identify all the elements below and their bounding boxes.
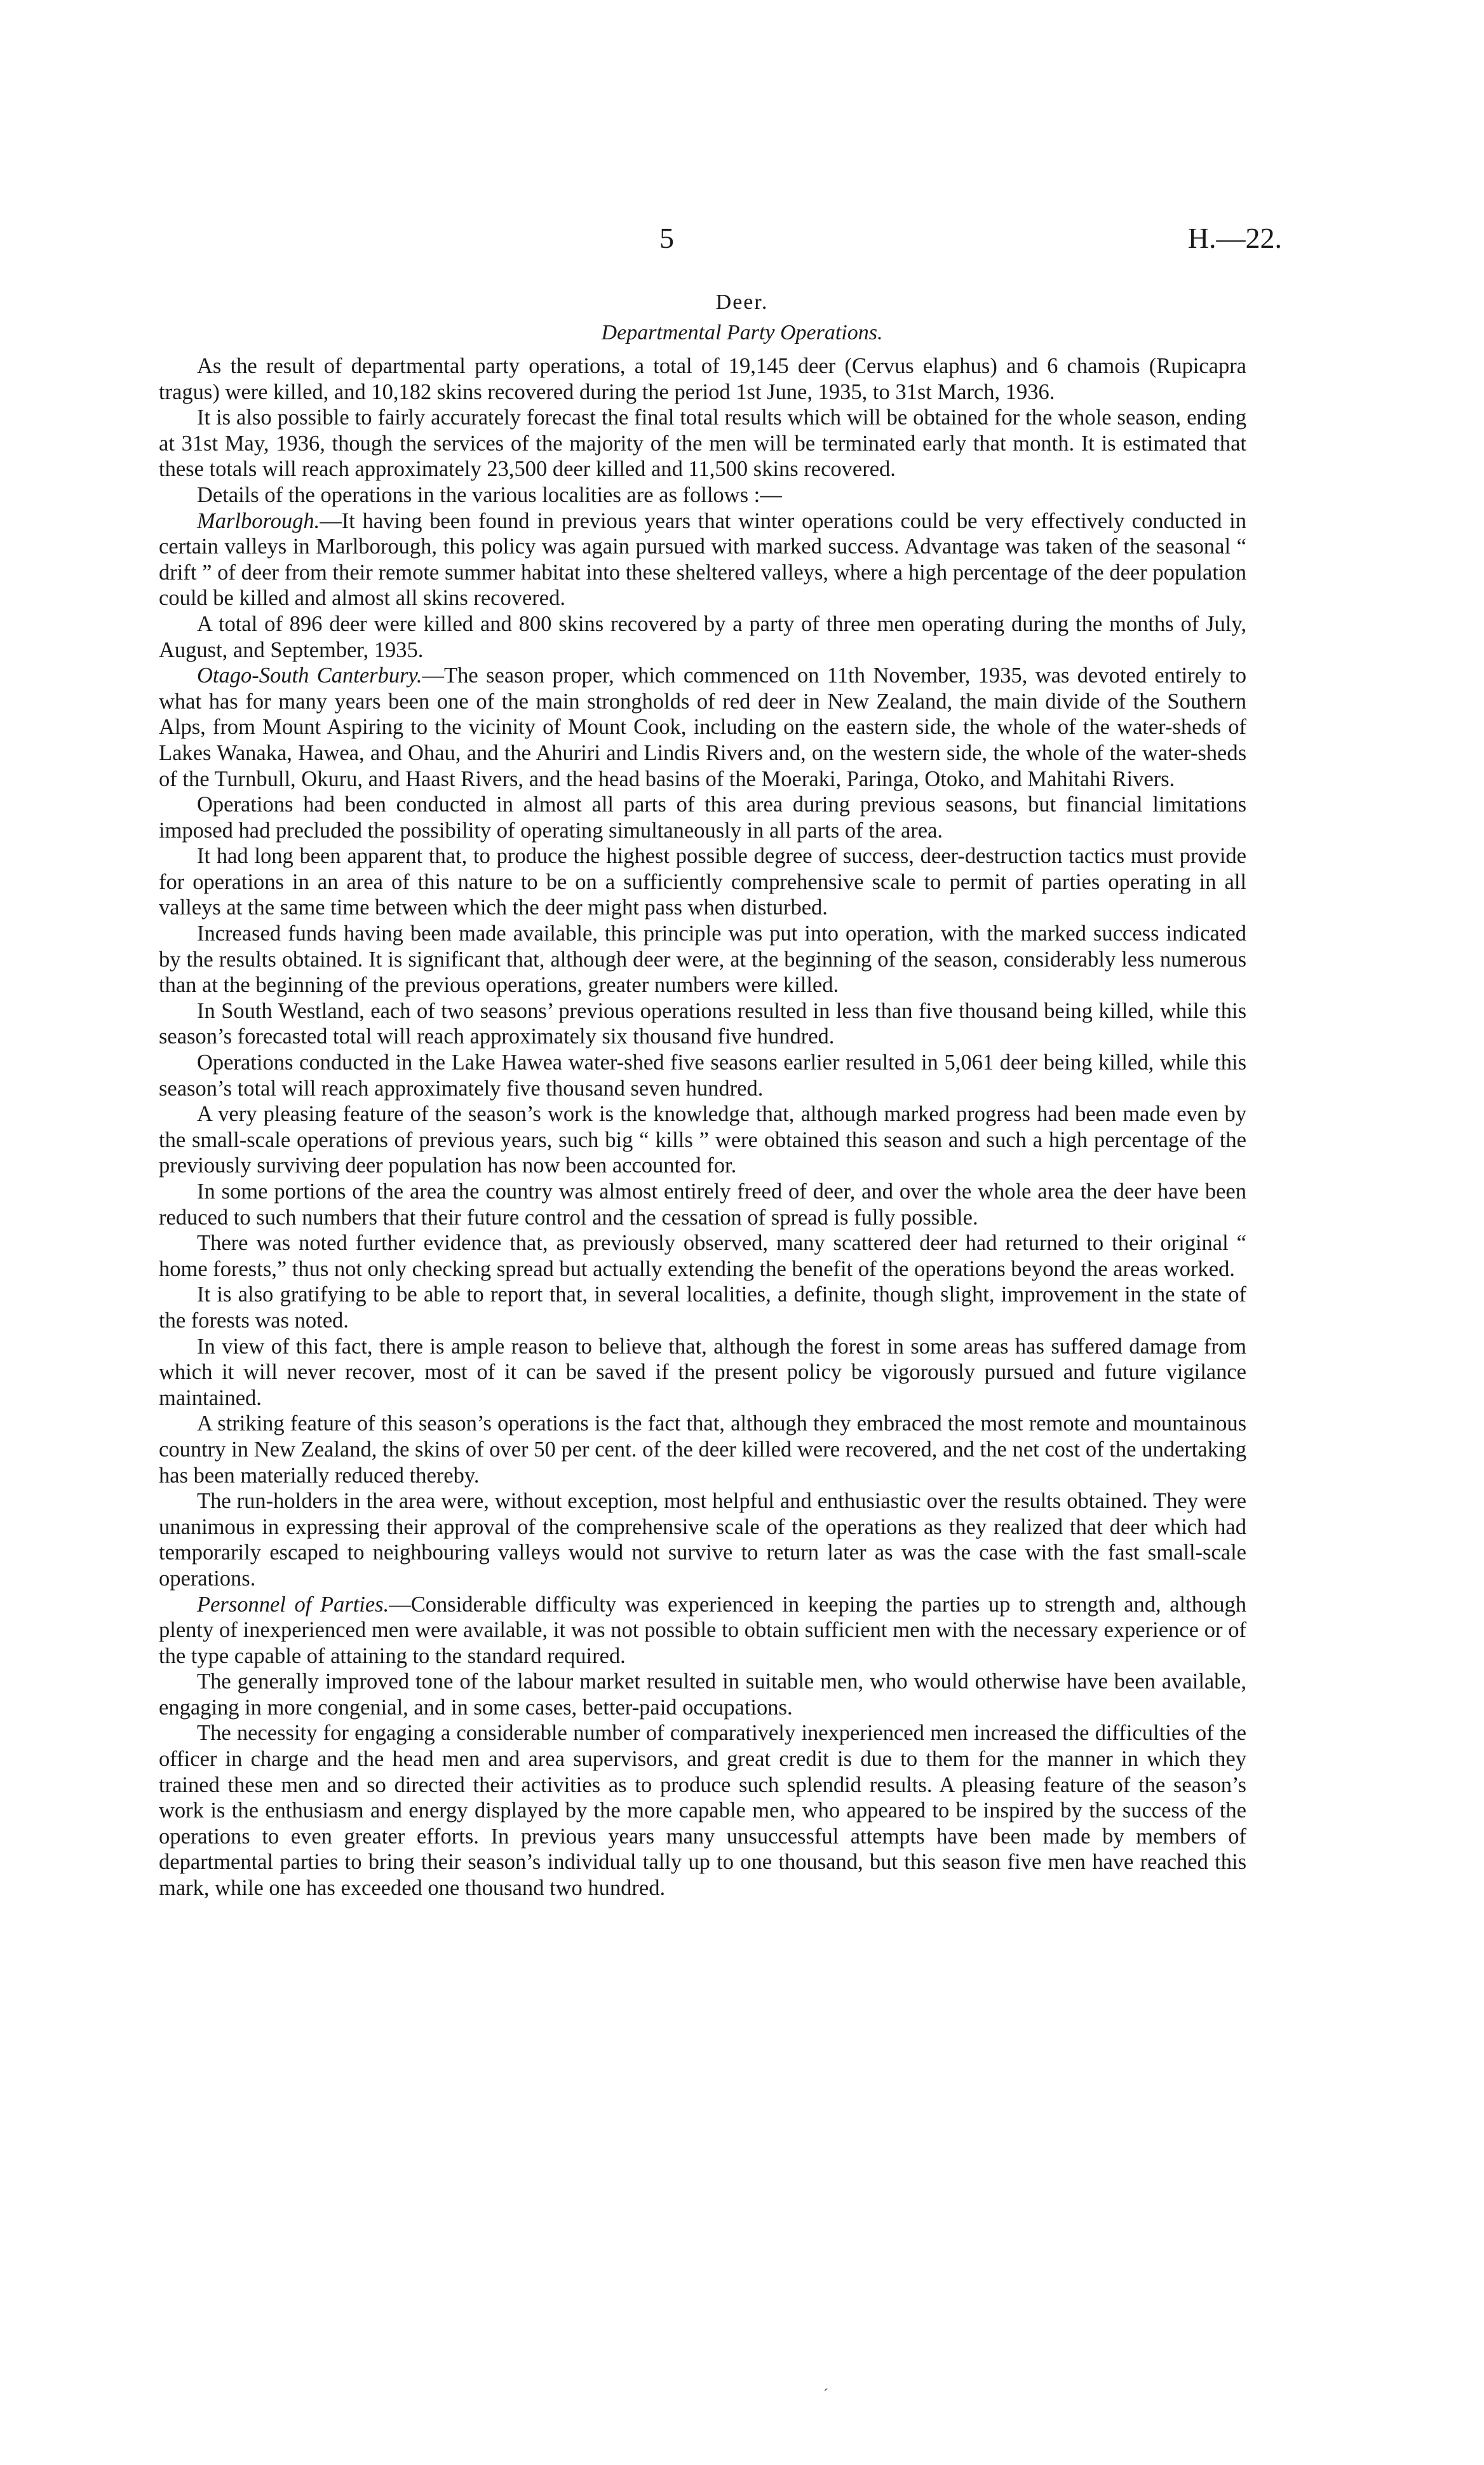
paragraph-lead: Marlborough. — [197, 508, 320, 533]
page-number: 5 — [659, 222, 674, 254]
paragraph — [159, 611, 1246, 663]
paragraph — [159, 792, 1246, 843]
paragraph — [159, 482, 1246, 508]
paragraph-text: Operations had been conducted in almost all parts of this area during previous seasons, but financial limitations imposed had precluded the possibility of operating simultaneously in all parts of the area. — [159, 792, 1246, 843]
paragraph — [159, 1720, 1246, 1901]
paragraph-text: A striking feature of this season’s operations is the fact that, although they embraced the most remote and mountainous country in New Zealand, the skins of over 50 per cent. of the deer killed were recovered, and the net cost of the undertaking has been materially reduced thereby. — [159, 1411, 1246, 1488]
paragraph-lead: Otago-South Canterbury. — [197, 663, 422, 688]
paragraph — [159, 1230, 1246, 1282]
paragraph — [159, 1334, 1246, 1411]
body-text — [159, 353, 1246, 1901]
paragraph — [159, 921, 1246, 998]
paragraph-text: As the result of departmental party operations, a total of 19,145 deer (Cervus elaphus) and 6 chamois (Rupicapra tragus) were killed, and 10,182 skins recovered during the period 1st June, 1935, to 31st March, 1936. — [159, 354, 1246, 404]
paragraph — [159, 508, 1246, 611]
paragraph-text: The generally improved tone of the labour market resulted in suitable men, who would otherwise have been available, engaging in more congenial, and in some cases, better-paid occupations. — [159, 1669, 1246, 1720]
paragraph — [159, 405, 1246, 482]
paragraph — [159, 1101, 1246, 1179]
paragraph-text: The necessity for engaging a considerable number of comparatively inexperienced men increased the difficulties of the officer in charge and the head men and area supervisors, and great credit is due to them for the manner in which they trained these men and so directed their activities as to produce such splendid results. A pleasing feature of the season’s work is the enthusiasm and energy displayed by the more capable men, who appeared to be inspired by the success of the operations to even greater efforts. In previous years many unsuccessful attempts have been made by members of departmental parties to bring their season’s individual tally up to one thousand, but this season five men have reached this mark, while one has exceeded one thousand two hundred. — [159, 1721, 1246, 1901]
paragraph-text: Operations conducted in the Lake Hawea water-shed five seasons earlier resulted in 5,061 deer being killed, while this season’s total will reach approximately five thousand seven hundred. — [159, 1050, 1246, 1101]
paragraph-text: It is also gratifying to be able to report that, in several localities, a definite, though slight, improvement in the state of the forests was noted. — [159, 1282, 1246, 1333]
paragraph — [159, 1592, 1246, 1669]
paragraph-text: There was noted further evidence that, as previously observed, many scattered deer had returned to their original “ home forests,” thus not only checking spread but actually extending the benefit of the operations beyond the areas worked. — [159, 1231, 1246, 1281]
paragraph-text: —The season proper, which commenced on 11th November, 1935, was devoted entirely to what has for many years been one of the main strongholds of red deer in New Zealand, the main divide of the Southern Alps, from Mount Aspiring to the vicinity of Mount Cook, including on the eastern side, the whole of the water-sheds of Lakes Wanaka, Hawea, and Ohau, and the Ahuriri and Lindis Rivers and, on the western side, the whole of the water-sheds of the Turnbull, Okuru, and Haast Rivers, and the head basins of the Moeraki, Paringa, Otoko, and Mahitahi Rivers. — [159, 663, 1246, 791]
paragraph-text: It had long been apparent that, to produce the highest possible degree of success, deer-destruction tactics must provide for operations in an area of this nature to be on a sufficiently comprehensive scale to permit of parties operating in all valleys at the same time between which the deer might pass when disturbed. — [159, 844, 1246, 920]
paragraph-text: Increased funds having been made available, this principle was put into operation, with the marked success indicated by the results obtained. It is significant that, although deer were, at the beginning of the season, considerably less numerous than at the beginning of the previous operations, greater numbers were killed. — [159, 921, 1246, 998]
paragraph — [159, 663, 1246, 792]
paragraph-text: In South Westland, each of two seasons’ previous operations resulted in less than five thousand being killed, while this season’s forecasted total will reach approximately six thousand five hundred. — [159, 998, 1246, 1049]
paragraph — [159, 353, 1246, 405]
paragraph — [159, 843, 1246, 921]
paragraph-lead: Personnel of Parties. — [197, 1592, 389, 1617]
paragraph — [159, 1050, 1246, 1101]
paragraph — [159, 1669, 1246, 1720]
paragraph — [159, 1282, 1246, 1333]
paragraph-text: —It having been found in previous years that winter operations could be very effectively conducted in certain valleys in Marlborough, this policy was again pursued with marked success. Advantage was taken of the seasonal “ drift ” of deer from their remote summer habitat into these sheltered valleys, where a high percentage of the deer population could be killed and almost all skins recovered. — [159, 508, 1246, 611]
paragraph-text: —Considerable difficulty was experienced in keeping the parties up to strength and, although plenty of inexperienced men were available, it was not possible to obtain sufficient men with the necessary experience or of the type capable of attaining to the standard required. — [159, 1592, 1246, 1668]
paragraph — [159, 1411, 1246, 1488]
paragraph — [159, 998, 1246, 1050]
paragraph-text: In view of this fact, there is ample reason to believe that, although the forest in some areas has suffered damage from which it will never recover, most of it can be saved if the present policy be vigorously pursued and future vigilance maintained. — [159, 1334, 1246, 1410]
paragraph-text: The run-holders in the area were, without exception, most helpful and enthusiastic over the results obtained. They were unanimous in expressing their approval of the comprehensive scale of the operations as they realized that deer which had temporarily escaped to neighbouring valleys would not survive to return later as was the case with the fast small-scale operations. — [159, 1489, 1246, 1591]
paragraph-text: In some portions of the area the country was almost entirely freed of deer, and over the whole area the deer have been reduced to such numbers that their future control and the cessation of spread is fully possible. — [159, 1179, 1246, 1230]
paragraph — [159, 1179, 1246, 1230]
section-subtitle: Departmental Party Operations. — [601, 321, 883, 344]
paragraph — [159, 1488, 1246, 1591]
paragraph-text: A total of 896 deer were killed and 800 skins recovered by a party of three men operating during the months of July, August, and September, 1935. — [159, 611, 1246, 662]
paragraph-text: Details of the operations in the various localities are as follows :— — [197, 482, 782, 507]
scan-mark: ´ — [823, 2387, 828, 2403]
paragraph-text: It is also possible to fairly accurately forecast the final total results which will be obtained for the whole season, ending at 31st May, 1936, though the services of the majority of the men will be terminated early that month. It is estimated that these totals will reach approximately 23,500 deer killed and 11,500 skins recovered. — [159, 405, 1246, 482]
paragraph-text: A very pleasing feature of the season’s work is the knowledge that, although marked progress had been made even by the small-scale operations of previous years, such big “ kills ” were obtained this season and such a high percentage of the previously surviving deer population has now been accounted for. — [159, 1102, 1246, 1178]
section-title: Deer. — [715, 290, 769, 314]
document-reference: H.—22. — [1187, 222, 1282, 254]
